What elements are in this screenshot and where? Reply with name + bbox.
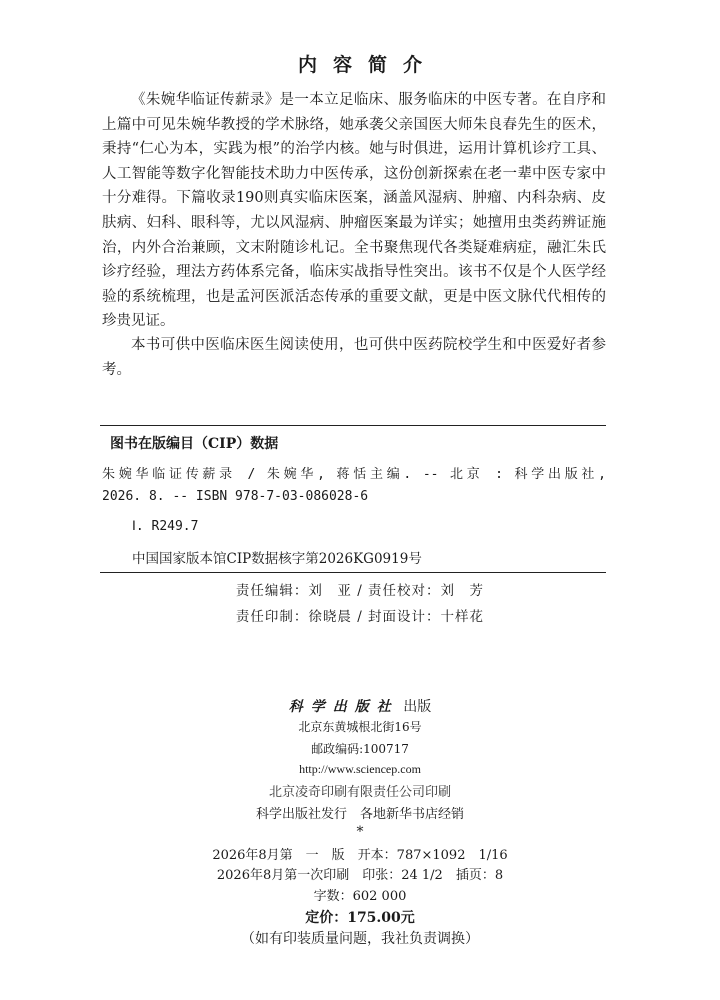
edition-info: 2026年8月第 一 版 开本：787×1092 1/16: [212, 848, 508, 863]
quality-notice: （如有印装质量问题，我社负责调换）: [241, 931, 479, 947]
intro-title: 内容简介: [297, 54, 438, 76]
cip-top-rule: [100, 425, 606, 426]
printer: 北京凌奇印刷有限责任公司印刷: [268, 785, 451, 800]
separator-star: *: [356, 824, 364, 840]
cip-line-3: Ⅰ. R249.7: [132, 519, 199, 534]
printing-info: 2026年8月第一次印刷 印张：24 1/2 插页：8: [216, 868, 504, 883]
publisher-suffix: 出版: [398, 699, 432, 715]
postcode: 邮政编码:100717: [311, 742, 409, 756]
cip-bottom-rule: [100, 572, 606, 573]
cip-heading: 图书在版编目（CIP）数据: [110, 436, 279, 452]
intro-paragraph-1: 《朱婉华临证传薪录》是一本立足临床、服务临床的中医专著。在自序和上篇中可见朱婉华教授的学术脉络，她承袭父亲国医大师朱良春先生的医术，秉持“仁心为本，实践为根”的治学内核。她与时俱进，运用计算机诊疗工具、人工智能等数字化智能技术助力中医传承，这份创新探索在老一辈中医专家中十分难得。下篇收录190则真实临床医案，涵盖风湿病、肿瘤、内科杂病、皮肤病、妇科、眼科等，尤以风湿病、肿瘤医案最为详实；她擅用虫类药辨证施治，内外合治兼顾，文末附随诊札记。全书聚焦现代各类疑难病症，融汇朱氏诊疗经验，理法方药体系完备，临床实战指导性突出。该书不仅是个人医学经验的系统梳理，也是孟河医派活态传承的重要文献，更是中医文脉代代相传的珍贵见证。: [102, 92, 606, 330]
publisher-url: http://www.sciencep.com: [299, 762, 421, 776]
publisher-address: 北京东黄城根北街16号: [298, 720, 422, 734]
staff-editors: 责任编辑：刘 亚 / 责任校对：刘 芳: [235, 583, 485, 599]
cip-line-1: 朱婉华临证传薪录 / 朱婉华, 蒋恬主编. -- 北京 : 科学出版社,: [102, 467, 606, 482]
publisher-logo: 科学出版社: [288, 699, 399, 715]
staff-production: 责任印制：徐晓晨 / 封面设计：十样花: [235, 609, 485, 625]
publisher-line: [0, 696, 720, 716]
price: 定价：175.00元: [305, 910, 415, 926]
cip-line-2: 2026. 8. -- ISBN 978-7-03-086028-6: [102, 489, 369, 504]
intro-paragraph-2: 本书可供中医临床医生阅读使用，也可供中医药院校学生和中医爱好者参考。: [102, 337, 606, 378]
word-count: 字数：602 000: [313, 889, 407, 904]
distribution: 科学出版社发行 各地新华书店经销: [255, 807, 464, 822]
cip-line-4: 中国国家版本馆CIP数据核字第2026KG0919号: [132, 551, 422, 567]
